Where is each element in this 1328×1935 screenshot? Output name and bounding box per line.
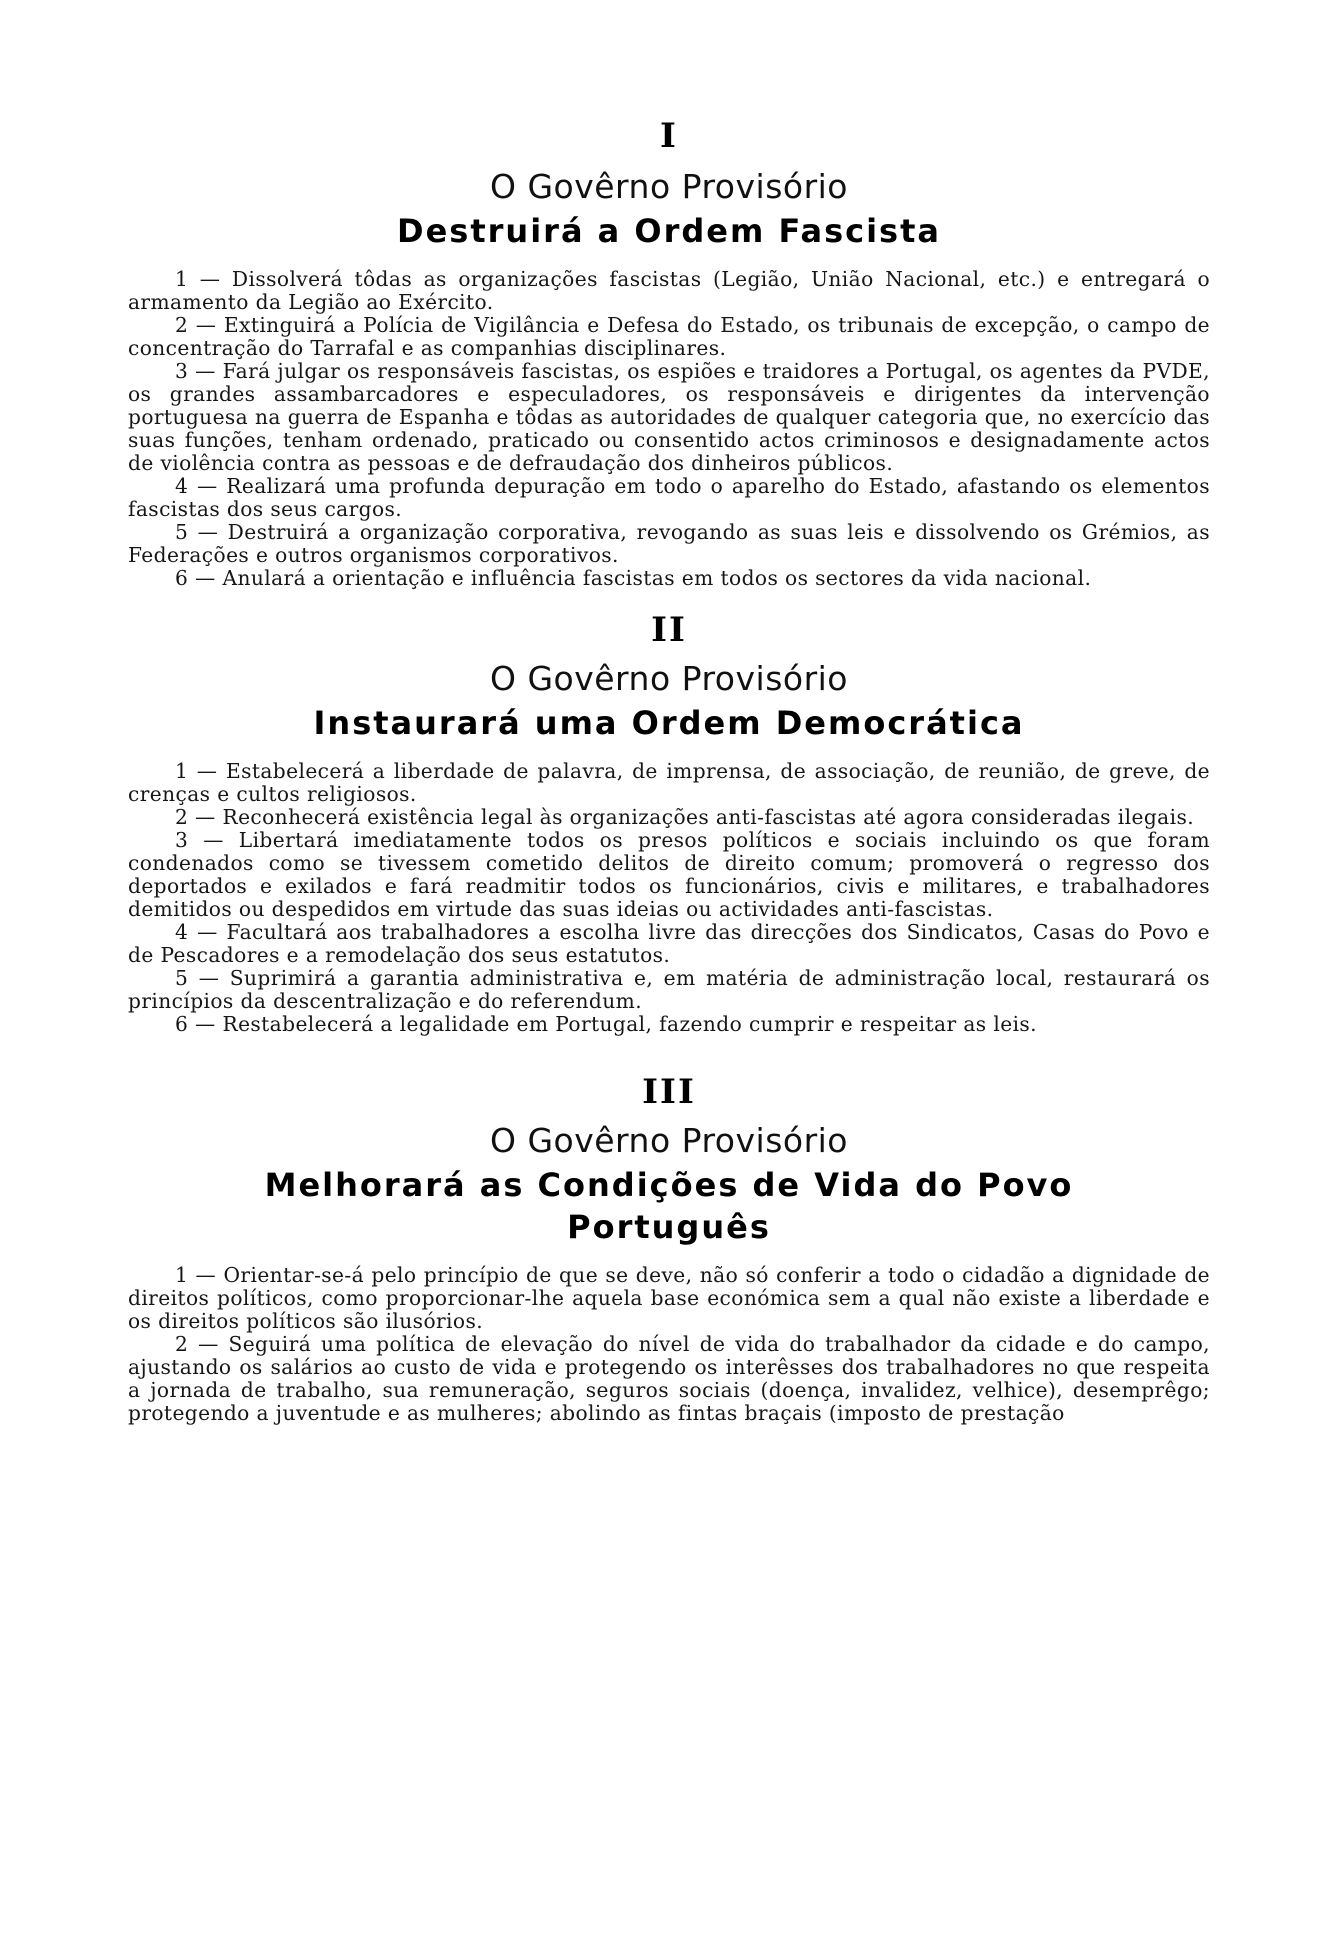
section-1 [128, 118, 1210, 590]
section-numeral: III [642, 1072, 696, 1112]
section-3 [128, 1074, 1210, 1425]
section-heading: Destruirá a Ordem Fascista [397, 212, 941, 250]
section-heading: Instaurará uma Ordem Democrática [313, 704, 1025, 742]
section-item: 3 — Libertará imediatamente todos os presos políticos e sociais incluindo os que foram condenados como se tivessem cometido delitos de direito comum; promoverá o regresso dos deportados e exilados e fará readmitir todos os funcionários, civis e militares, e trabalhadores demitidos ou despedidos em virtude das suas ideias ou actividades anti-fascistas. [128, 828, 1210, 921]
section-item: 2 — Seguirá uma política de elevação do nível de vida do trabalhador da cidade e do campo, ajustando os salários ao custo de vida e protegendo os interêsses dos trabalhadores no que respeita a jornada de trabalho, sua remuneração, seguros sociais (doença, invalidez, velhice), desemprêgo; protegendo a juventude e as mulheres; abolindo as fintas braçais (imposto de prestação [128, 1332, 1210, 1425]
section-item: 4 — Facultará aos trabalhadores a escolha livre das direcções dos Sindicatos, Casas do Povo e de Pescadores e a remodelação dos seus estatutos. [128, 920, 1210, 967]
section-item: 2 — Extinguirá a Polícia de Vigilância e Defesa do Estado, os tribunais de excepção, o campo de concentração do Tarrafal e as companhias disciplinares. [128, 313, 1210, 360]
section-item: 1 — Estabelecerá a liberdade de palavra, de imprensa, de associação, de reunião, de greve, de crenças e cultos religiosos. [128, 759, 1210, 806]
section-item: 2 — Reconhecerá existência legal às organizações anti-fascistas até agora consideradas ilegais. [175, 805, 1195, 829]
section-item: 6 — Anulará a orientação e influência fascistas em todos os sectores da vida nacional. [175, 566, 1092, 590]
section-item: 5 — Destruirá a organização corporativa, revogando as suas leis e dissolvendo os Grémios, as Federações e outros organismos corporativos. [128, 520, 1210, 567]
section-2 [128, 612, 1210, 1036]
section-item: 5 — Suprimirá a garantia administrativa e, em matéria de administração local, restaurará os princípios da descentralização e do referendum. [128, 966, 1210, 1013]
section-item: 3 — Fará julgar os responsáveis fascistas, os espiões e traidores a Portugal, os agentes da PVDE, os grandes assambarcadores e especuladores, os responsáveis e dirigentes da intervenção portuguesa na guerra de Espanha e tôdas as autoridades de qualquer categoria que, no exercício das suas funções, tenham ordenado, praticado ou consentido actos criminosos e designadamente actos de violência contra as pessoas e de defraudação dos dinheiros públicos. [128, 359, 1210, 475]
section-item: 1 — Dissolverá tôdas as organizações fascistas (Legião, União Nacional, etc.) e entregará o armamento da Legião ao Exército. [128, 267, 1210, 314]
section-item: 4 — Realizará uma profunda depuração em todo o aparelho do Estado, afastando os elementos fascistas dos seus cargos. [128, 474, 1210, 521]
section-item: 6 — Restabelecerá a legalidade em Portugal, fazendo cumprir e respeitar as leis. [175, 1012, 1038, 1036]
section-subtitle: O Govêrno Provisório [490, 167, 848, 206]
section-subtitle: O Govêrno Provisório [490, 1121, 848, 1160]
section-numeral: I [660, 116, 678, 156]
section-heading: Melhorará as Condições de Vida do Povo Português [264, 1166, 1074, 1246]
section-item: 1 — Orientar-se-á pelo princípio de que se deve, não só conferir a todo o cidadão a dignidade de direitos políticos, como proporcionar-lhe aquela base económica sem a qual não existe a liberdade e os direitos políticos são ilusórios. [128, 1263, 1210, 1333]
section-subtitle: O Govêrno Provisório [490, 659, 848, 698]
section-numeral: II [651, 610, 687, 650]
